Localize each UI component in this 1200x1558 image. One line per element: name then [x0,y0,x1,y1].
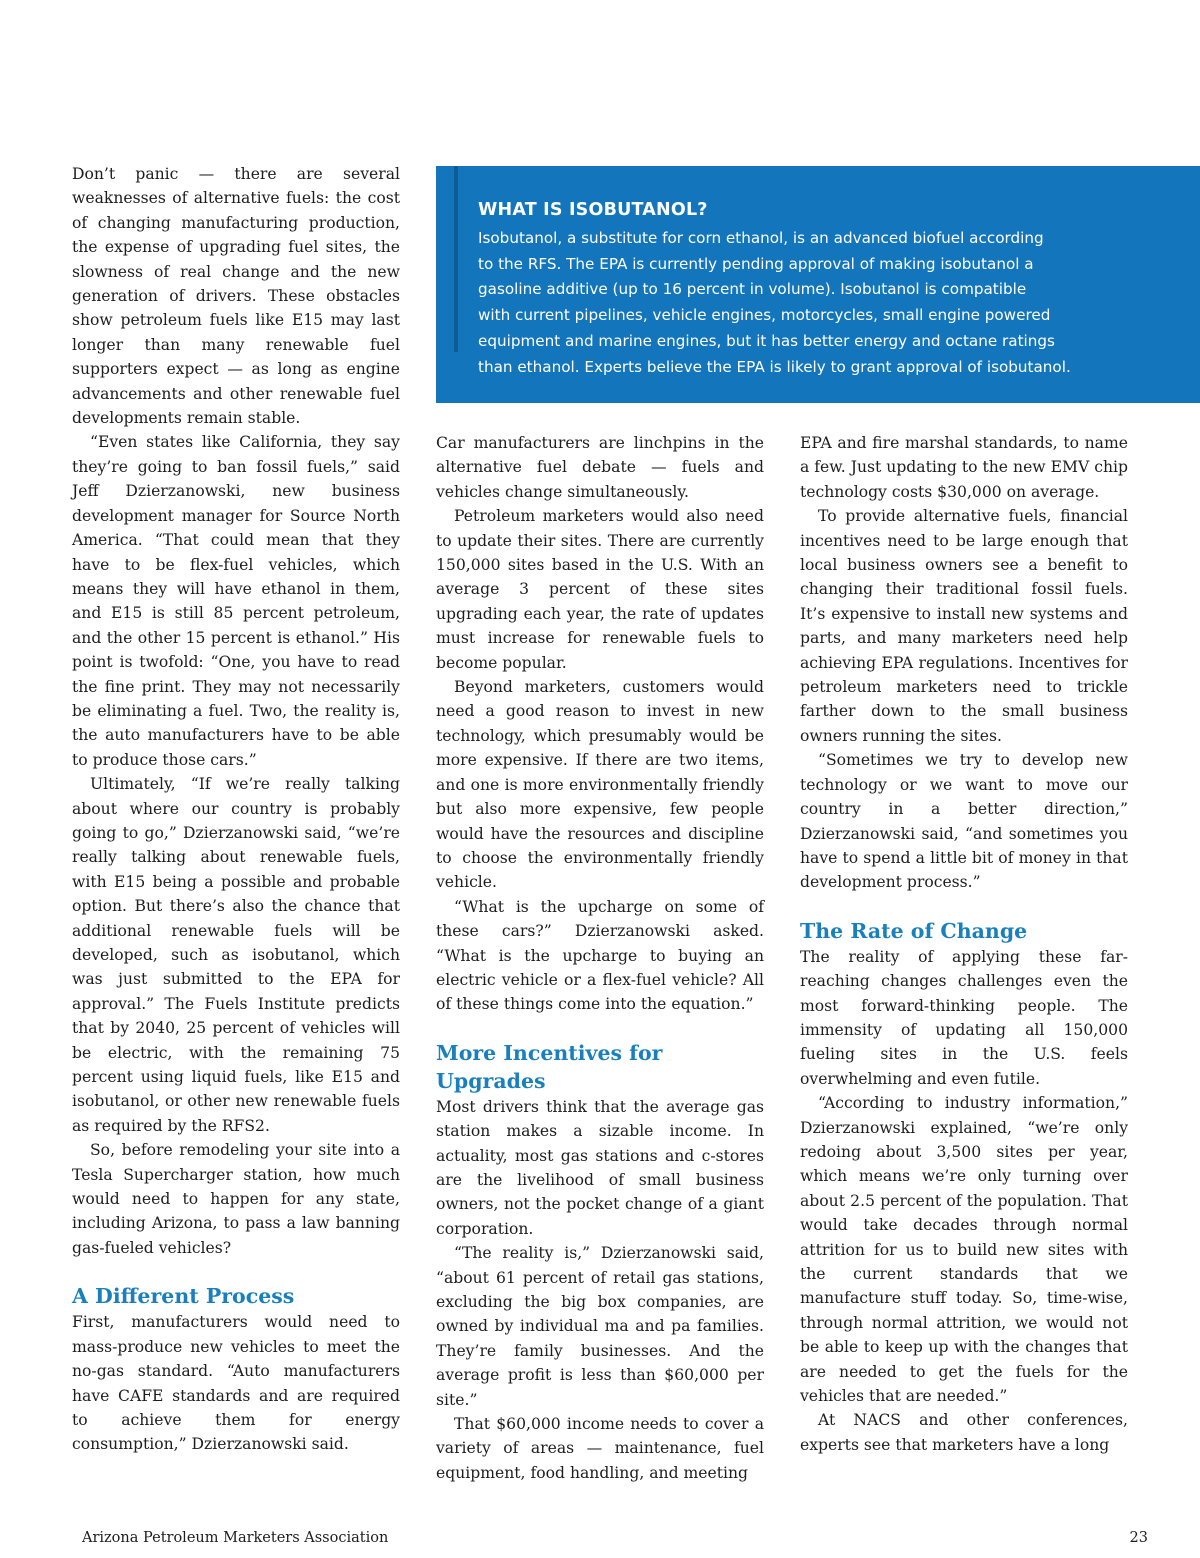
paragraph: First, manufacturers would need to mass-produce new vehicles to meet the no-gas standard. “Auto manufacturers have CAFE standards and are required to achieve them for energy consumption,” Dzierzanowski said. [72,1313,400,1454]
sidebar-accent-bar [454,166,458,352]
paragraph: “Sometimes we try to develop new technology or we want to move our country in a better direction,” Dzierzanowski said, “and sometimes you have to spend a little bit of money in that development process.” [800,751,1128,892]
paragraph: At NACS and other conferences, experts see that marketers have a long [800,1411,1128,1454]
paragraph: “Even states like California, they say they’re going to ban fossil fuels,” said Jeff Dzierzanowski, new business development manager for Source North America. “That could mean that they have to be flex-fuel vehicles, which means they will have ethanol in them, and E15 is still 85 percent petroleum, and the other 15 percent is ethanol.” His point is twofold: “One, you have to read the fine print. They may not necessarily be eliminating a fuel. Two, the reality is, the auto manufacturers have to be able to produce those cars.” [72,433,400,769]
paragraph: To provide alternative fuels, financial incentives need to be large enough that local business owners see a benefit to changing their traditional fossil fuels. It’s expensive to install new systems and parts, and many marketers need help achieving EPA regulations. Incentives for petroleum marketers need to trickle farther down to the small business owners running the sites. [800,507,1128,745]
section-heading: More Incentives for Upgrades [436,1040,663,1093]
paragraph: Most drivers think that the average gas station makes a sizable income. In actuality, most gas stations and c-stores are the livelihood of small business owners, not the pocket change of a giant corporation. [436,1097,764,1238]
paragraph: Don’t panic — there are several weaknesses of alternative fuels: the cost of changing manufacturing production, the expense of upgrading fuel sites, the slowness of real change and the new generation of drivers. These obstacles show petroleum fuels like E15 may last longer than many renewable fuel supporters expect — as long as engine advancements and other renewable fuel developments remain stable. [72,165,400,428]
paragraph: Car manufacturers are linchpins in the alternative fuel debate — fuels and vehicles change simultaneously. [436,434,764,501]
column-1 [72,162,400,1457]
paragraph: The reality of applying these far-reaching changes challenges even the most forward-thinking people. The immensity of updating all 150,000 fueling sites in the U.S. feels overwhelming and even futile. [800,947,1128,1088]
section-heading: The Rate of Change [800,918,1028,943]
column-2 [436,431,764,1485]
paragraph: EPA and fire marshal standards, to name a few. Just updating to the new EMV chip technology costs $30,000 on average. [800,434,1128,501]
sidebar-title: WHAT IS ISOBUTANOL? [478,200,708,220]
column-3 [800,431,1128,1457]
paragraph: Petroleum marketers would also need to update their sites. There are currently 150,000 sites based in the U.S. With an average 3 percent of these sites upgrading each year, the rate of updates must increase for renewable fuels to become popular. [436,507,764,672]
sidebar-box [436,166,1200,403]
footer-publication: Arizona Petroleum Marketers Association [82,1530,389,1546]
paragraph: Ultimately, “If we’re really talking about where our country is probably going to go,” Dzierzanowski said, “we’re really talking about renewable fuels, with E15 being a possible and probable option. But there’s also the chance that additional renewable fuels will be developed, such as isobutanol, which was just submitted to the EPA for approval.” The Fuels Institute predicts that by 2040, 25 percent of vehicles will be electric, with the remaining 75 percent using liquid fuels, like E15 and isobutanol, or other new renewable fuels as required by the RFS2. [72,775,400,1135]
paragraph: “The reality is,” Dzierzanowski said, “about 61 percent of retail gas stations, excluding the big box companies, are owned by individual ma and pa families. They’re family businesses. And the average profit is less than $60,000 per site.” [436,1244,764,1409]
paragraph: “What is the upcharge on some of these cars?” Dzierzanowski asked. “What is the upcharge to buying an electric vehicle or a flex-fuel vehicle? All of these things come into the equation.” [436,897,764,1014]
page-number: 23 [1129,1530,1148,1546]
paragraph: So, before remodeling your site into a Tesla Supercharger station, how much would need to happen for any state, including Arizona, to pass a law banning gas-fueled vehicles? [72,1141,400,1257]
section-heading: A Different Process [72,1284,295,1309]
paragraph: Beyond marketers, customers would need a good reason to invest in new technology, which presumably would be more expensive. If there are two items, and one is more environmentally friendly but also more expensive, few people would have the resources and discipline to choose the environmentally friendly vehicle. [436,678,764,892]
paragraph: That $60,000 income needs to cover a variety of areas — maintenance, fuel equipment, food handling, and meeting [436,1415,764,1482]
sidebar-body: Isobutanol, a substitute for corn ethanol, is an advanced biofuel according to the RFS. The EPA is currently pending approval of making isobutanol a gasoline additive (up to 16 percent in volume). Isobutanol is compatible with current pipelines, vehicle engines, motorcycles, small engine powered equipment and marine engines, but it has better energy and octane ratings than ethanol. Experts believe the EPA is likely to grant approval of isobutanol. [478,229,1071,376]
paragraph: “According to industry information,” Dzierzanowski explained, “we’re only redoing about 3,500 sites per year, which means we’re only turning over about 2.5 percent of the population. That would take decades through normal attrition for us to build new sites with the current standards that we manufacture stuff today. So, time-wise, through normal attrition, we would not be able to keep up with the changes that are needed to get the fuels for the vehicles that are needed.” [800,1094,1128,1406]
